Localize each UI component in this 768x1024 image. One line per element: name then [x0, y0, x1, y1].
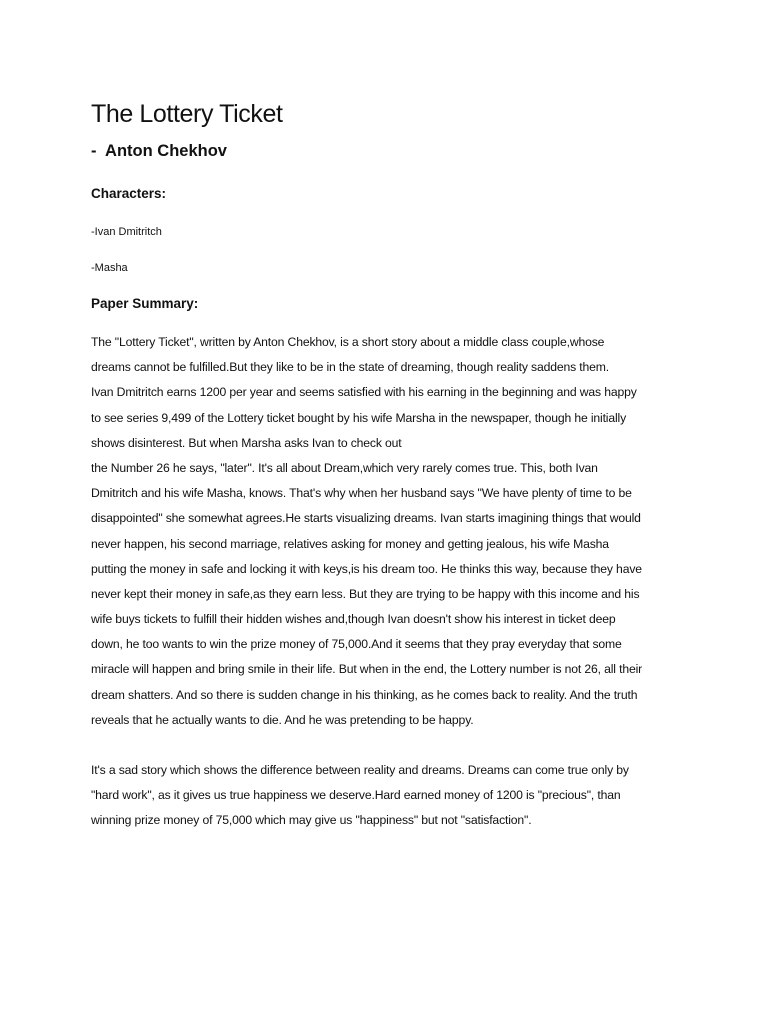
summary-heading: Paper Summary: — [91, 296, 199, 311]
paragraph-line: "hard work", as it gives us true happiness we deserve.Hard earned money of 1200 is "precious", than — [91, 788, 621, 803]
paragraph-line: dreams cannot be fulfilled.But they like to be in the state of dreaming, though reality saddens them. — [91, 360, 610, 375]
character-item: -Masha — [91, 262, 128, 274]
paragraph-line: miracle will happen and bring smile in their life. But when in the end, the Lottery number is not 26, all their — [91, 662, 643, 677]
conclusion-paragraph — [91, 761, 691, 837]
paragraph-line: putting the money in safe and locking it with keys,is his dream too. He thinks this way, because they have — [91, 561, 642, 576]
summary-paragraph — [91, 333, 691, 736]
author-line: - Anton Chekhov — [91, 142, 227, 160]
paragraph-line: disappointed" she somewhat agrees.He starts visualizing dreams. Ivan starts imagining things that would — [91, 511, 641, 526]
paragraph-line: never kept their money in safe,as they earn less. But they are trying to be happy with this income and his — [91, 586, 640, 601]
document-title: The Lottery Ticket — [91, 100, 283, 128]
paragraph-line: to see series 9,499 of the Lottery ticket bought by his wife Marsha in the newspaper, though he initially — [91, 410, 627, 425]
paragraph-line: never happen, his second marriage, relatives asking for money and getting jealous, his wife Masha — [91, 536, 609, 551]
paragraph-line: shows disinterest. But when Marsha asks Ivan to check out — [91, 435, 402, 450]
paragraph-line: wife buys tickets to fulfill their hidden wishes and,though Ivan doesn't show his interest in ticket deep — [91, 612, 616, 627]
paragraph-line: Dmitritch and his wife Masha, knows. That's why when her husband says "We have plenty of time to be — [91, 486, 632, 501]
paragraph-line: the Number 26 he says, "later". It's all about Dream,which very rarely comes true. This, both Ivan — [91, 460, 598, 475]
paragraph-line: It's a sad story which shows the difference between reality and dreams. Dreams can come true only by — [91, 763, 629, 777]
paragraph-line: reveals that he actually wants to die. And he was pretending to be happy. — [91, 712, 474, 727]
paragraph-line: down, he too wants to win the prize money of 75,000.And it seems that they pray everyday that some — [91, 637, 622, 652]
characters-heading: Characters: — [91, 186, 167, 201]
paragraph-line: dream shatters. And so there is sudden change in his thinking, as he comes back to reality. And the truth — [91, 687, 638, 702]
paragraph-line: The "Lottery Ticket", written by Anton Chekhov, is a short story about a middle class couple,whose — [91, 335, 605, 349]
paragraph-line: winning prize money of 75,000 which may give us "happiness" but not "satisfaction". — [91, 813, 532, 828]
paragraph-line: Ivan Dmitritch earns 1200 per year and seems satisfied with his earning in the beginning and was happy — [91, 385, 637, 400]
character-item: -Ivan Dmitritch — [91, 226, 162, 238]
